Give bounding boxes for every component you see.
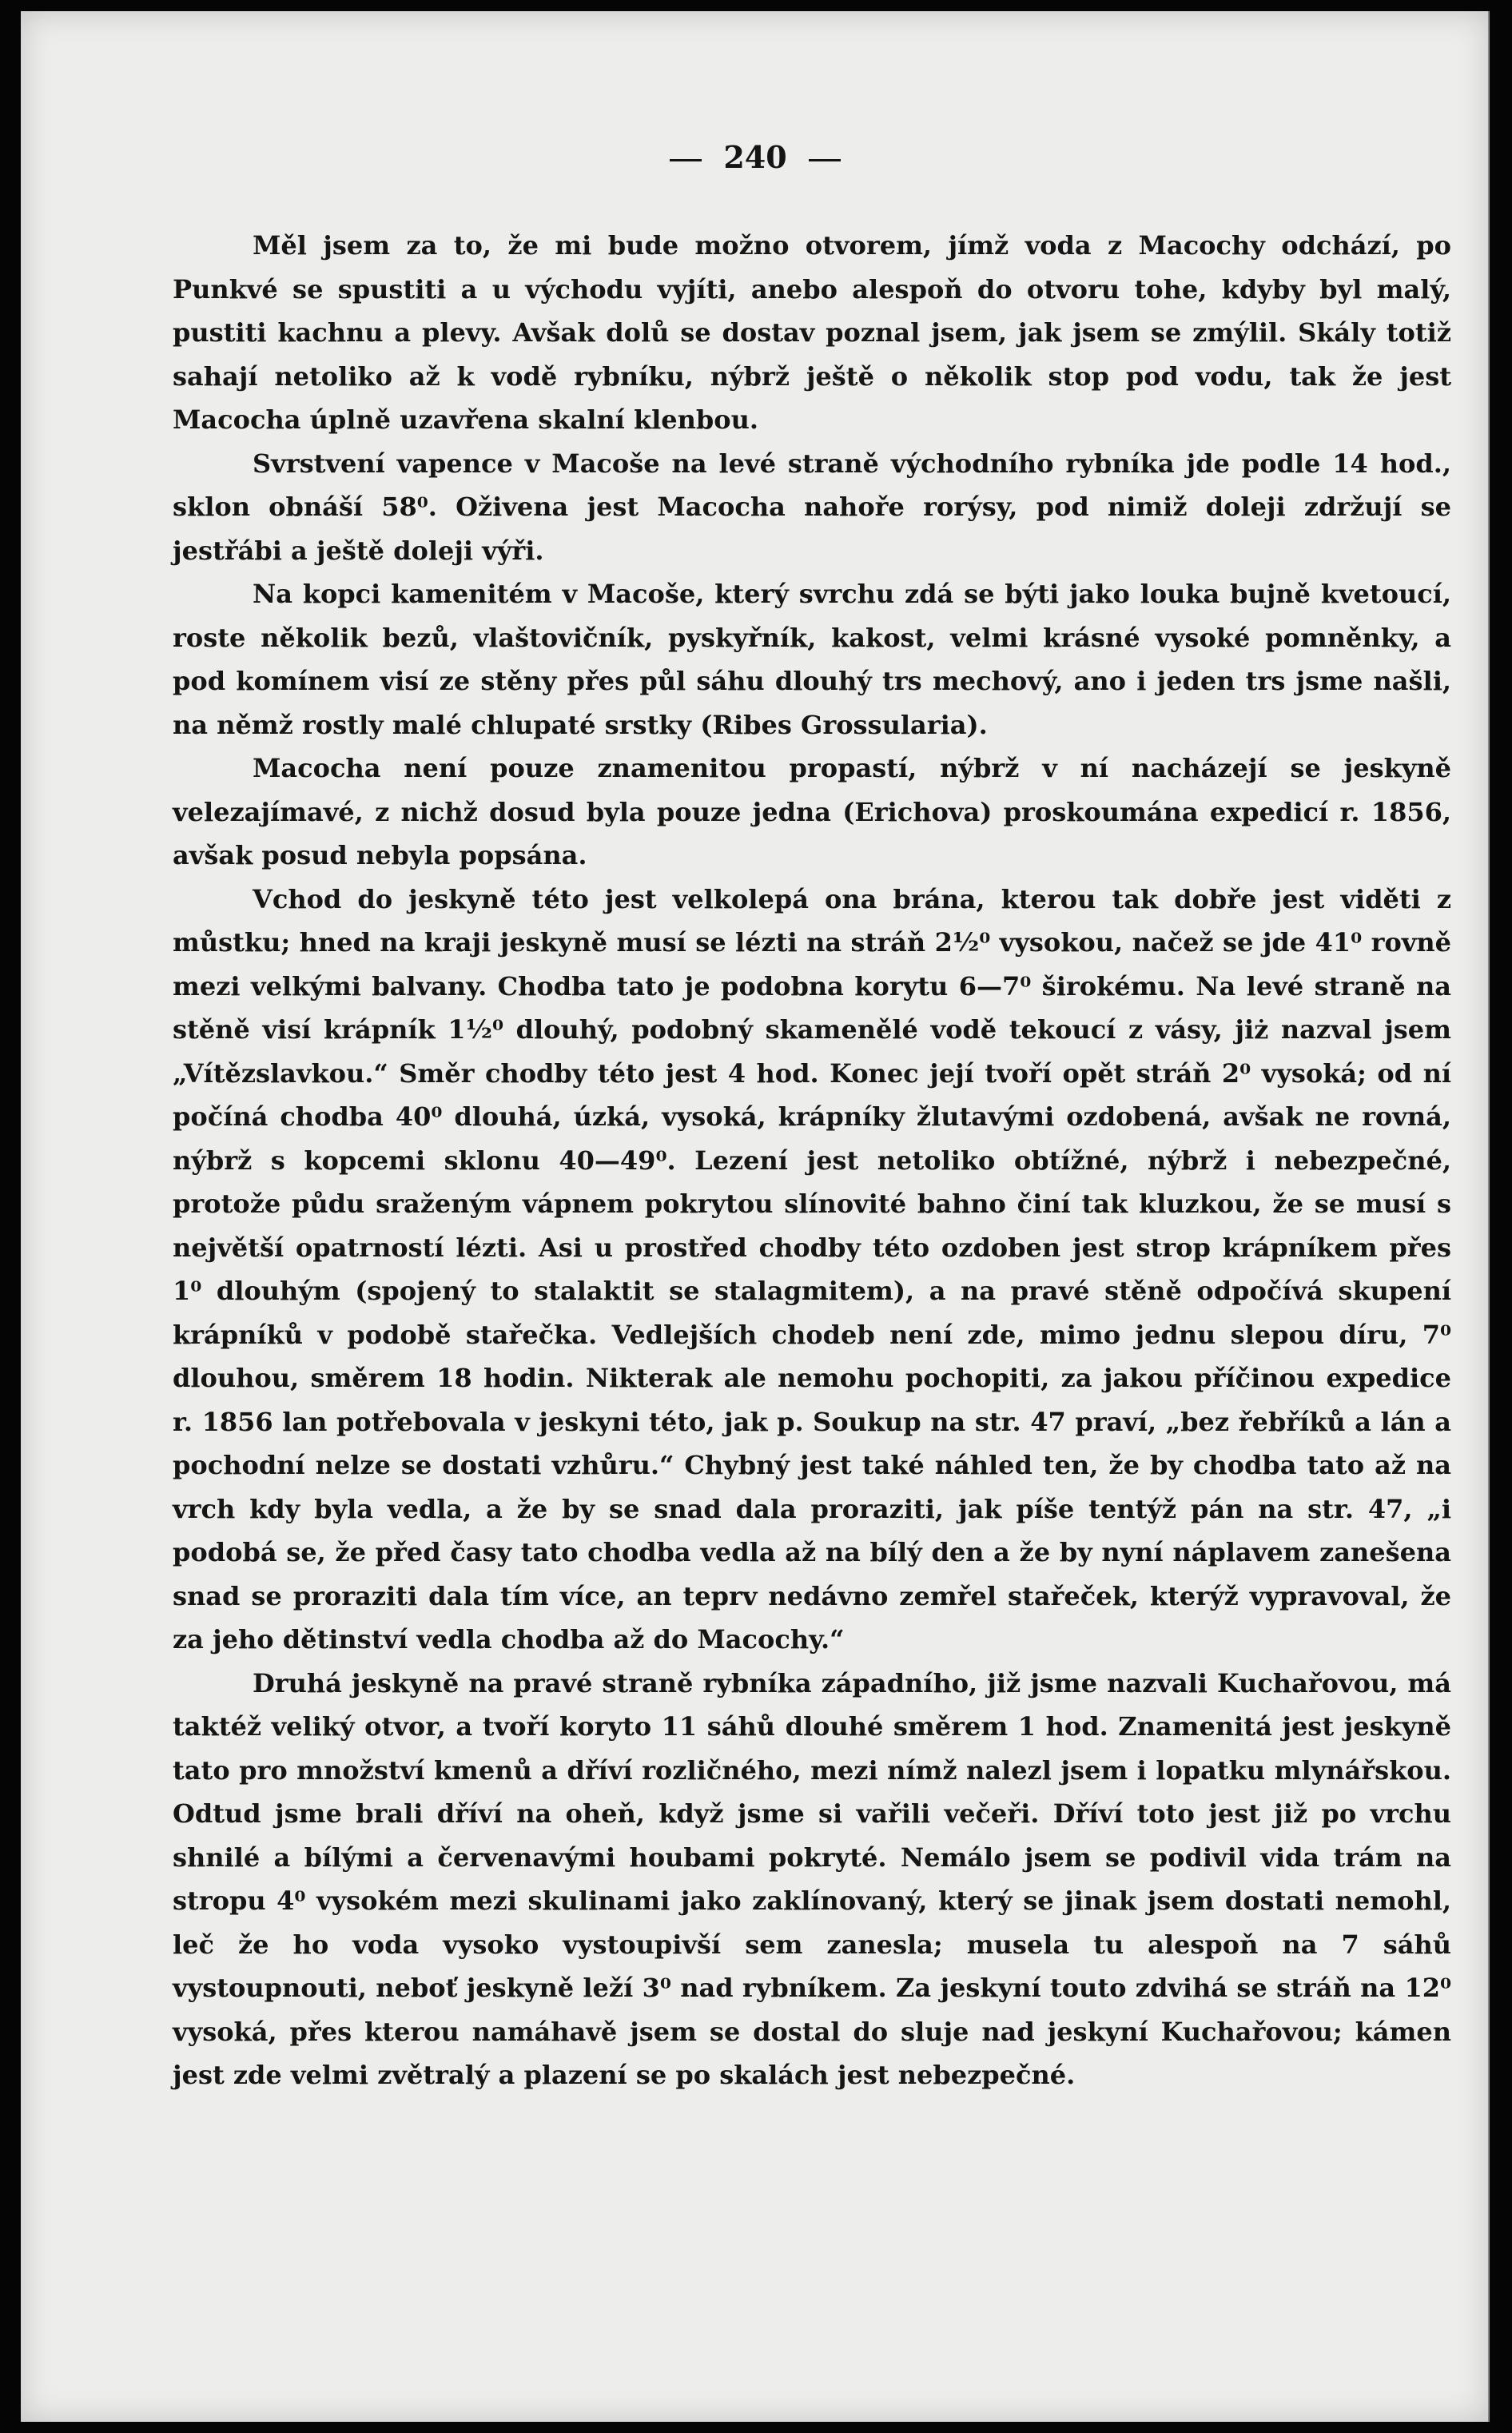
paragraph-2: Svrstvení vapence v Macoše na levé straně východního rybníka jde podle 14 hod., sklon obnáší 58⁰. Oživena jest Macocha nahoře rorýsy, pod nimiž doleji zdržují se jestřábi a ještě doleji výři. xyxy=(173,448,1451,566)
page-edge-shadow xyxy=(1488,11,1490,2422)
paragraph-4: Macocha není pouze znamenitou propastí, nýbrž v ní nacházejí se jeskyně velezajímavé, z nichž dosud byla pouze jedna (Erichova) proskoumána expedicí r. 1856, avšak posud nebyla popsána. xyxy=(173,753,1451,870)
page-number: 240 xyxy=(723,139,787,175)
page-body xyxy=(173,224,1451,2097)
page-number-dash-left xyxy=(670,159,702,161)
paragraph-6: Druhá jeskyně na pravé straně rybníka západního, již jsme nazvali Kuchařovou, má taktéž veliký otvor, a tvoří koryto 11 sáhů dlouhé směrem 1 hod. Znamenitá jest jeskyně tato pro množství kmenů a dříví rozličného, mezi nímž nalezl jsem i lopatku mlynářskou. Odtud jsme brali dříví na oheň, když jsme si vařili večeři. Dříví toto jest již po vrchu shnilé a bílými a červenavými houbami pokryté. Nemálo jsem se podivil vida trám na stropu 4⁰ vysokém mezi skulinami jako zaklínovaný, který se jinak jsem dostati nemohl, leč že ho voda vysoko vystoupivší sem zanesla; musela tu alespoň na 7 sáhů vystoupnouti, neboť jeskyně leží 3⁰ nad rybníkem. Za jeskyní touto zdvihá se stráň na 12⁰ vysoká, přes kterou namáhavě jsem se dostal do sluje nad jeskyní Kuchařovou; kámen jest zde velmi zvětralý a plazení se po skalách jest nebezpečné. xyxy=(173,1667,1451,2090)
paragraph-1: Měl jsem za to, že mi bude možno otvorem, jímž voda z Macochy odchází, po Punkvé se spustiti a u východu vyjíti, anebo alespoň do otvoru tohe, kdyby byl malý, pustiti kachnu a plevy. Avšak dolů se dostav poznal jsem, jak jsem se zmýlil. Skály totiž sahají netoliko až k vodě rybníku, nýbrž ještě o několik stop pod vodu, tak že jest Macocha úplně uzavřena skalní klenbou. xyxy=(173,230,1451,435)
paragraph-5: Vchod do jeskyně této jest velkolepá ona brána, kterou tak dobře jest viděti z můstku; hned na kraji jeskyně musí se lézti na stráň 2½⁰ vysokou, načež se jde 41⁰ rovně mezi velkými balvany. Chodba tato je podobna korytu 6—7⁰ širokému. Na levé straně na stěně visí krápník 1½⁰ dlouhý, podobný skamenělé vodě tekoucí z vásy, jiż nazval jsem „Vítězslavkou.“ Směr chodby této jest 4 hod. Konec její tvoří opět stráň 2⁰ vysoká; od ní počíná chodba 40⁰ dlouhá, úzká, vysoká, krápníky žlutavými ozdobená, avšak ne rovná, nýbrž s kopcemi sklonu 40—49⁰. Lezení jest netoliko obtížné, nýbrž i nebezpečné, protože půdu sraženým vápnem pokrytou slínovité bahno činí tak kluzkou, že se musí s největší opatrností lézti. Asi u prostřed chodby této ozdoben jest strop krápníkem přes 1⁰ dlouhým (spojený to stalaktit se stalagmitem), a na pravé stěně odpočívá skupení krápníků v podobě stařečka. Vedlejších chodeb není zde, mimo jednu slepou díru, 7⁰ dlouhou, směrem 18 hodin. Nikterak ale nemohu pochopiti, za jakou příčinou expedice r. 1856 lan potřebovala v jeskyni této, jak p. Soukup na str. 47 praví, „bez řebříků a lán a pochodní nelze se dostati vzhůru.“ Chybný jest také náhled ten, že by chodba tato až na vrch kdy byla vedla, a že by se snad dala proraziti, jak píše tentýž pán na str. 47, „i podobá se, že před časy tato chodba vedla až na bílý den a že by nyní náplavem zanešena snad se proraziti dala tím více, an teprv nedávno zemřel stařeček, kterýž vypravoval, že za jeho dětinství vedla chodba až do Macochy.“ xyxy=(173,883,1451,1655)
page-number-line xyxy=(21,139,1490,175)
book-page xyxy=(21,11,1490,2422)
page-number-dash-right xyxy=(809,159,841,161)
paragraph-3: Na kopci kamenitém v Macoše, který svrchu zdá se býti jako louka bujně kvetoucí, roste několik bezů, vlaštovičník, pyskyřník, kakost, velmi krásné vysoké pomněnky, a pod komínem visí ze stěny přes půl sáhu dlouhý trs mechový, ano i jeden trs jsme našli, na němž rostly malé chlupaté srstky (Ribes Grossularia). xyxy=(173,579,1451,740)
